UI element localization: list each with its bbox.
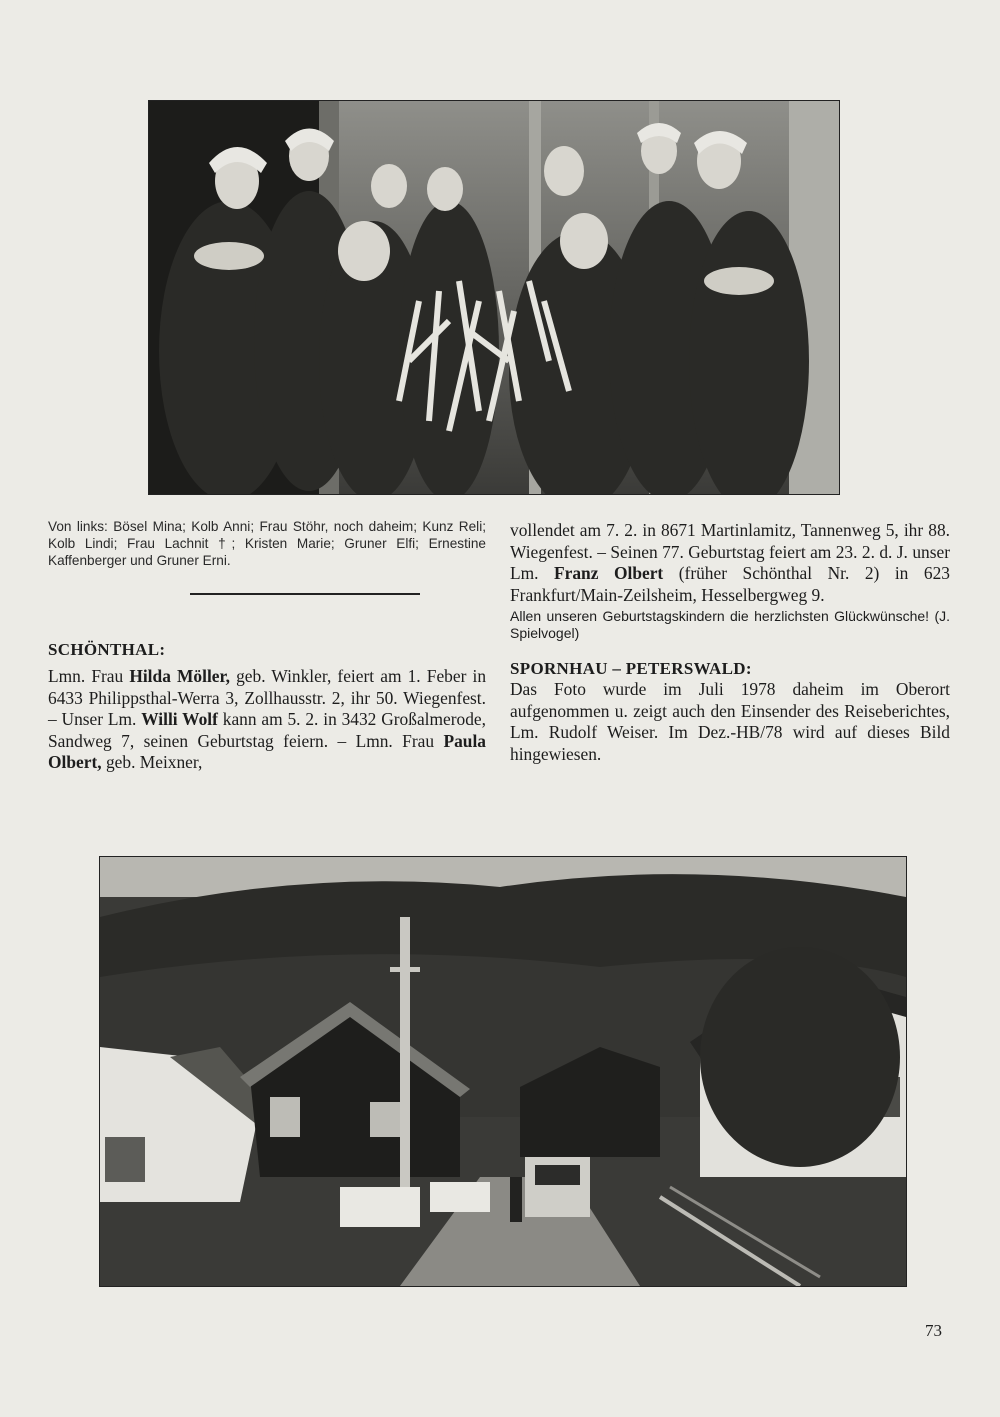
text-segment: (früher Schönthal Nr. 2) in 623 Frankfurt/Main-Zeilsheim, Hesselbergweg 9. [510, 563, 950, 605]
person-name: Willi Wolf [141, 709, 218, 729]
group-photo-image [149, 101, 839, 494]
section-heading-spornhau: SPORNHAU – PETERSWALD: [510, 659, 752, 678]
spornhau-paragraph: Das Foto wurde im Juli 1978 daheim im Oberort aufgenommen u. zeigt auch den Einsender des Reiseberichtes, Lm. Rudolf Weiser. Im Dez.-HB/78 wird auf dieses Bild hingewiesen. [510, 679, 950, 764]
birthday-paragraph [510, 520, 950, 606]
right-column [510, 520, 950, 765]
village-photo [99, 856, 907, 1287]
text-segment: vollendet am 7. 2. in 8671 Martinlamitz, Tannenweg 5, ihr 88. Wiegenfest. – Seinen 77. Geburtstag feiert am 23. 2. d. J. unser Lm. [510, 520, 950, 583]
schoenthal-paragraph [48, 666, 486, 774]
group-photo [148, 100, 840, 495]
text-segment: geb. Winkler, feiert am 1. Feber in 6433 Philippsthal-Werra 3, Zollhausstr. 2, ihr 50. Wiegenfest. – Unser Lm. [48, 666, 487, 729]
person-name: Franz Olbert [554, 563, 664, 583]
photo-caption: Von links: Bösel Mina; Kolb Anni; Frau Stöhr, noch daheim; Kunz Reli; Kolb Lindi; Frau Lachnit †; Kristen Marie; Gruner Elfi; Ernestine Kaffenberger und Gruner Erni. [48, 519, 486, 568]
birthday-wishes: Allen unseren Geburtstagskindern die herzlichsten Glückwünsche! (J. Spielvogel) [510, 608, 950, 641]
left-column [48, 518, 486, 774]
person-name: Hilda Möller, [129, 666, 230, 686]
section-heading-schoenthal: SCHÖNTHAL: [48, 640, 166, 659]
text-segment: Lmn. Frau [48, 666, 130, 686]
village-photo-image [100, 857, 906, 1286]
page-number: 73 [925, 1321, 942, 1340]
text-segment: geb. Meixner, [101, 752, 203, 772]
person-name: Paula Olbert, [48, 730, 486, 772]
text-segment: kann am 5. 2. in 3432 Großalmerode, Sandweg 7, seinen Geburtstag feiern. – Lmn. Frau [48, 709, 486, 751]
